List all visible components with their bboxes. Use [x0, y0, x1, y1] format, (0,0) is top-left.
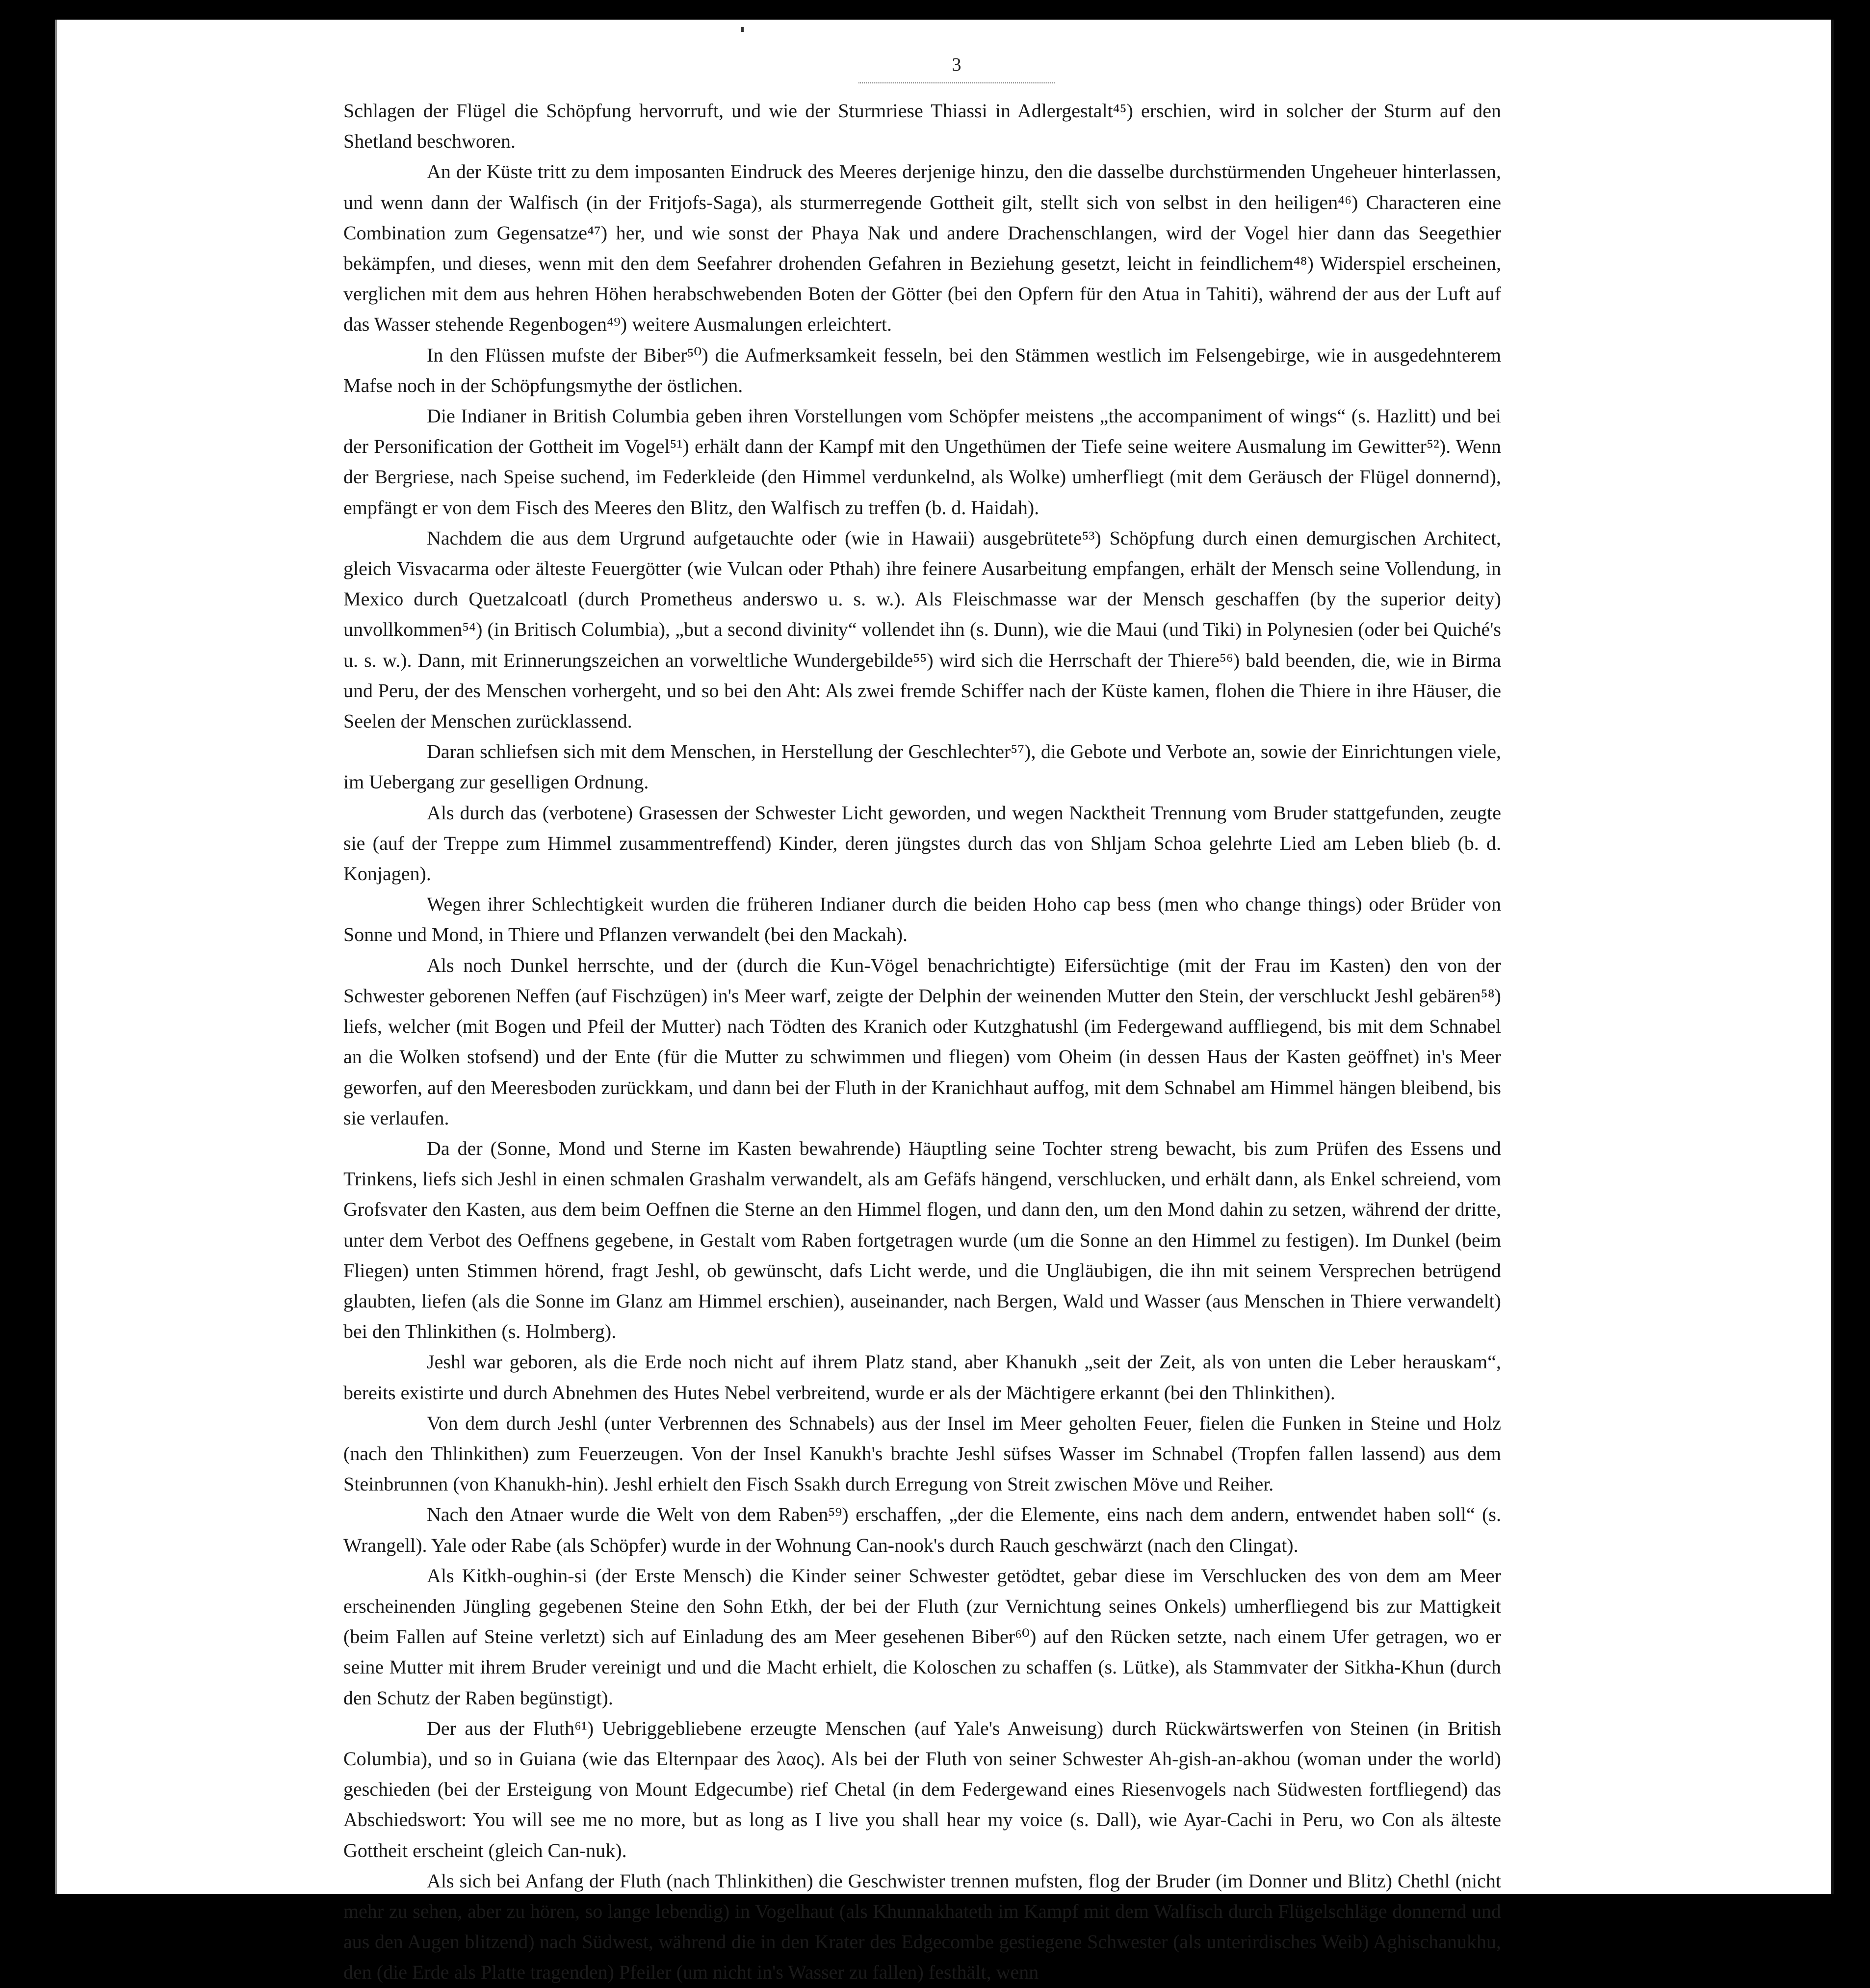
paragraph-5: Nachdem die aus dem Urgrund aufgetauchte oder (wie in Hawaii) ausgebrütete⁵³) Schöpfung durch einen demurgischen Architect, gleich Visvacarma oder älteste Feuergötter (wie Vulcan oder Pthah) ihre feinere Ausarbeitung empfangen, erhält der Mensch seine Vollendung, in Mexico durch Quetzalcoatl (durch Prometheus anderswo u. s. w.). Als Fleischmasse war der Mensch geschaffen (by the superior deity) unvollkommen⁵⁴) (in Britisch Columbia), „but a second divinity“ vollendet ihn (s. Dunn), wie die Maui (und Tiki) in Polynesien (oder bei Quiché's u. s. w.). Dann, mit Erinnerungszeichen an vorweltliche Wundergebilde⁵⁵) wird sich die Herrschaft der Thiere⁵⁶) bald beenden, die, wie in Birma und Peru, der des Menschen vorhergeht, und so bei den Aht: Als zwei fremde Schiffer nach der Küste kamen, flohen die Thiere in ihre Häuser, die Seelen der Menschen zurücklassend.: [343, 526, 1501, 732]
paragraph-14: Als Kitkh-oughin-si (der Erste Mensch) die Kinder seiner Schwester getödtet, gebar diese im Verschlucken des von dem am Meer erscheinenden Jüngling gegebenen Steine den Sohn Etkh, der bei der Fluth (zur Vernichtung seines Onkels) umherfliegend bis zur Mattigkeit (beim Fallen auf Steine verletzt) sich auf Einladung des am Meer gesehenen Biber⁶⁰) auf den Rücken setzte, nach einem Ufer getragen, wo er seine Mutter mit ihrem Bruder vereinigt und und die Macht erhielt, die Koloschen zu schaffen (s. Lütke), als Stammvater der Sitkha-Khun (durch den Schutz der Raben begünstigt).: [343, 1564, 1501, 1709]
scan-artifact-dot: [741, 27, 744, 32]
paragraph-16: Als sich bei Anfang der Fluth (nach Thlinkithen) die Geschwister trennen mufsten, flog der Bruder (im Donner und Blitz) Chethl (nicht mehr zu sehen, aber zu hören, so lange lebendig) in Vogelhaut (als Khunnakhateth im Kampf mit dem Walfisch durch Flügelschläge donnernd und aus den Augen blitzend) nach Südwest, während die in den Krater des Edgecombe gestiegene Schwester (als unterirdisches Weib) Aghischanukhu, den (die Erde als Platte tragenden) Pfeiler (um nicht in's Wasser zu fallen) festhält, wenn: [343, 1869, 1501, 1984]
paragraph-15: Der aus der Fluth⁶¹) Uebriggebliebene erzeugte Menschen (auf Yale's Anweisung) durch Rückwärtswerfen von Steinen (in British Columbia), und so in Guiana (wie das Elternpaar des λαος). Als bei der Fluth von seiner Schwester Ah-gish-an-akhou (woman under the world) geschieden (bei der Ersteigung von Mount Edgecumbe) rief Chetal (in dem Federgewand eines Riesenvogels nach Südwesten fortfliegend) das Abschiedswort: You will see me no more, but as long as I live you shall hear my voice (s. Dall), wie Ayar-Cachi in Peru, wo Con als älteste Gottheit erscheint (gleich Can-nuk).: [343, 1717, 1501, 1861]
body-text: [343, 96, 1501, 1988]
paragraph-7: Als durch das (verbotene) Grasessen der Schwester Licht geworden, und wegen Nacktheit Trennung vom Bruder stattgefunden, zeugte sie (auf der Treppe zum Himmel zusammentreffend) Kinder, deren jüngstes durch das von Shljam Schoa gelehrte Lied am Leben blieb (b. d. Konjagen).: [343, 801, 1501, 885]
paragraph-2: An der Küste tritt zu dem imposanten Eindruck des Meeres derjenige hinzu, den die dasselbe durchstürmenden Ungeheuer hinterlassen, und wenn dann der Walfisch (in der Fritjofs-Saga), als sturmerregende Gottheit gilt, stellt sich von selbst in den heiligen⁴⁶) Characteren eine Combination zum Gegensatze⁴⁷) her, und wie sonst der Phaya Nak und andere Drachenschlangen, wird der Vogel hier dann das Seegethier bekämpfen, und dieses, wenn mit den dem Seefahrer drohenden Gefahren in Beziehung gesetzt, leicht in feindlichem⁴⁸) Widerspiel erscheinen, verglichen mit dem aus hehren Höhen herabschwebenden Boten der Götter (bei den Opfern für den Atua in Tahiti), während der aus der Luft auf das Wasser stehende Regenbogen⁴⁹) weitere Ausmalungen erleichtert.: [343, 160, 1501, 336]
paragraph-8: Wegen ihrer Schlechtigkeit wurden die früheren Indianer durch die beiden Hoho cap bess (men who change things) oder Brüder von Sonne und Mond, in Thiere und Pflanzen verwandelt (bei den Mackah).: [343, 893, 1501, 946]
paragraph-6: Daran schliefsen sich mit dem Menschen, in Herstellung der Geschlechter⁵⁷), die Gebote und Verbote an, sowie der Einrichtungen viele, im Uebergang zur geselligen Ordnung.: [343, 740, 1501, 793]
page-edge-shadow: [55, 20, 57, 1894]
paragraph-4: Die Indianer in British Columbia geben ihren Vorstellungen vom Schöpfer meistens „the accompaniment of wings“ (s. Hazlitt) und bei der Personification der Gottheit im Vogel⁵¹) erhält dann der Kampf mit den Ungethümen der Tiefe seine weitere Ausmalung im Gewitter⁵²). Wenn der Bergriese, nach Speise suchend, im Federkleide (den Himmel verdunkelnd, als Wolke) umherfliegt (mit dem Geräusch der Flügel donnernd), empfängt er von dem Fisch des Meeres den Blitz, den Walfisch zu treffen (b. d. Haidah).: [343, 405, 1501, 519]
paragraph-10: Da der (Sonne, Mond und Sterne im Kasten bewahrende) Häuptling seine Tochter streng bewacht, bis zum Prüfen des Essens und Trinkens, liefs sich Jeshl in einen schmalen Grashalm verwandelt, als am Gefäfs hängend, verschlucken, und erhält dann, als Enkel schreiend, vom Grofsvater den Kasten, aus dem beim Oeffnen die Sterne an den Himmel flogen, und dann den, um den Mond dahin zu setzen, während der dritte, unter dem Verbot des Oeffnens gegebene, in Gestalt vom Raben fortgetragen wurde (um die Sonne an den Himmel zu festigen). Im Dunkel (beim Fliegen) unten Stimmen hörend, fragt Jeshl, ob gewünscht, dafs Licht werde, und die Ungläubigen, die ihn mit seinem Versprechen betrügend glaubten, liefen (als die Sonne im Glanz am Himmel erschien), auseinander, nach Bergen, Wald und Wasser (aus Menschen in Thiere verwandelt) bei den Thlinkithen (s. Holmberg).: [343, 1137, 1501, 1343]
paragraph-1: Schlagen der Flügel die Schöpfung hervorruft, und wie der Sturmriese Thiassi in Adlergestalt⁴⁵) erschien, wird in solcher der Sturm auf den Shetland beschworen.: [343, 100, 1501, 153]
paragraph-13: Nach den Atnaer wurde die Welt von dem Raben⁵⁹) erschaffen, „der die Elemente, eins nach dem andern, entwendet haben soll“ (s. Wrangell). Yale oder Rabe (als Schöpfer) wurde in der Wohnung Can-nook's durch Rauch geschwärzt (nach den Clingat).: [343, 1503, 1501, 1556]
paragraph-3: In den Flüssen mufste der Biber⁵⁰) die Aufmerksamkeit fesseln, bei den Stämmen westlich im Felsengebirge, wie in ausgedehnterem Mafse noch in der Schöpfungsmythe der östlichen.: [343, 343, 1501, 396]
paragraph-12: Von dem durch Jeshl (unter Verbrennen des Schnabels) aus der Insel im Meer geholten Feuer, fielen die Funken in Steine und Holz (nach den Thlinkithen) zum Feuerzeugen. Von der Insel Kanukh's brachte Jeshl süfses Wasser im Schnabel (Tropfen fallen lassend) aus dem Steinbrunnen (von Khanukh-hin). Jeshl erhielt den Fisch Ssakh durch Erregung von Streit zwischen Möve und Reiher.: [343, 1412, 1501, 1495]
page-number: 3: [858, 54, 1055, 83]
paragraph-9: Als noch Dunkel herrschte, und der (durch die Kun-Vögel benachrichtigte) Eifersüchtige (mit der Frau im Kasten) den von der Schwester geborenen Neffen (auf Fischzügen) in's Meer warf, zeigte der Delphin der weinenden Mutter den Stein, der verschluckt Jeshl gebären⁵⁸) liefs, welcher (mit Bogen und Pfeil der Mutter) nach Tödten des Kranich oder Kutzghatushl (im Federgewand auffliegend, bis mit dem Schnabel an die Wolken stofsend) und der Ente (für die Mutter zu schwimmen und fliegen) vom Oheim (in dessen Haus der Kasten geöffnet) in's Meer geworfen, auf den Meeresboden zurückkam, und dann bei der Fluth in der Kranichhaut auffog, mit dem Schnabel am Himmel hängen bleibend, bis sie verlaufen.: [343, 954, 1501, 1129]
paragraph-11: Jeshl war geboren, als die Erde noch nicht auf ihrem Platz stand, aber Khanukh „seit der Zeit, als von unten die Leber herauskam“, bereits existirte und durch Abnehmen des Hutes Nebel verbreitend, wurde er als der Mächtigere erkannt (bei den Thlinkithen).: [343, 1351, 1501, 1404]
